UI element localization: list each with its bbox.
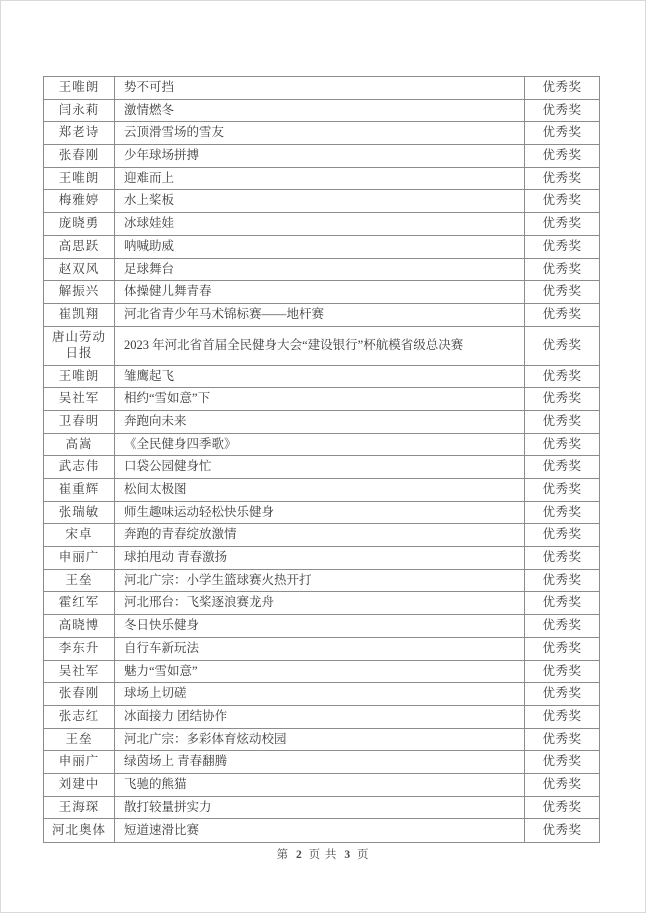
table-row bbox=[44, 366, 599, 389]
table-row bbox=[44, 168, 599, 191]
award-cell: 优秀奖 bbox=[542, 550, 582, 565]
author-cell: 梅雅婷 bbox=[44, 190, 115, 212]
award-cell: 优秀奖 bbox=[542, 306, 582, 321]
award-cell: 优秀奖 bbox=[542, 776, 582, 791]
author-cell: 崔凯翔 bbox=[44, 304, 115, 326]
footer-word-page1: 页 bbox=[308, 849, 322, 861]
author-cell: 张春刚 bbox=[44, 683, 115, 705]
award-cell: 优秀奖 bbox=[542, 504, 582, 519]
author-cell: 宋卓 bbox=[44, 524, 115, 546]
title-cell: 松间太极图 bbox=[115, 479, 525, 501]
author-cell: 吴社军 bbox=[44, 661, 115, 683]
award-cell: 优秀奖 bbox=[542, 595, 582, 610]
footer-word-total: 共 bbox=[324, 849, 338, 861]
award-cell: 优秀奖 bbox=[542, 238, 582, 253]
award-cell: 优秀奖 bbox=[542, 663, 582, 678]
award-cell: 优秀奖 bbox=[542, 193, 582, 208]
award-cell: 优秀奖 bbox=[542, 413, 582, 428]
title-cell: 迎难而上 bbox=[115, 168, 525, 190]
table-row bbox=[44, 592, 599, 615]
table-row bbox=[44, 797, 599, 820]
title-cell: 自行车新玩法 bbox=[115, 638, 525, 660]
title-cell: 2023 年河北省首届全民健身大会“建设银行”杯航模省级总决赛 bbox=[115, 327, 525, 365]
title-cell: 河北广宗：小学生篮球赛火热开打 bbox=[115, 570, 525, 592]
title-cell: 口袋公园健身忙 bbox=[115, 456, 525, 478]
title-cell: 冬日快乐健身 bbox=[115, 615, 525, 637]
award-cell: 优秀奖 bbox=[542, 102, 582, 117]
table-row bbox=[44, 327, 599, 366]
table-row bbox=[44, 77, 599, 100]
author-cell: 王唯朗 bbox=[44, 77, 115, 99]
title-cell: 云顶滑雪场的雪友 bbox=[115, 122, 525, 144]
title-cell: 冰面接力 团结协作 bbox=[115, 706, 525, 728]
author-cell: 吴社军 bbox=[44, 388, 115, 410]
award-cell: 优秀奖 bbox=[542, 799, 582, 814]
title-cell: 师生趣味运动轻松快乐健身 bbox=[115, 502, 525, 524]
author-cell: 郑老诗 bbox=[44, 122, 115, 144]
title-cell: 飞驰的熊猫 bbox=[115, 774, 525, 796]
author-cell: 闫永莉 bbox=[44, 100, 115, 122]
awards-table bbox=[43, 76, 600, 843]
award-cell: 优秀奖 bbox=[542, 261, 582, 276]
author-cell: 卫春明 bbox=[44, 411, 115, 433]
table-row bbox=[44, 281, 599, 304]
author-cell: 李东升 bbox=[44, 638, 115, 660]
table-row bbox=[44, 145, 599, 168]
title-cell: 河北省青少年马术锦标赛——地杆赛 bbox=[115, 304, 525, 326]
title-cell: 雏鹰起飞 bbox=[115, 366, 525, 388]
title-cell: 水上桨板 bbox=[115, 190, 525, 212]
table-row bbox=[44, 411, 599, 434]
award-cell: 优秀奖 bbox=[542, 170, 582, 185]
title-cell: 冰球娃娃 bbox=[115, 213, 525, 235]
author-cell: 张志红 bbox=[44, 706, 115, 728]
award-cell: 优秀奖 bbox=[542, 708, 582, 723]
author-cell: 王垒 bbox=[44, 729, 115, 751]
award-cell: 优秀奖 bbox=[542, 640, 582, 655]
table-row bbox=[44, 100, 599, 123]
table-row bbox=[44, 638, 599, 661]
table-row bbox=[44, 213, 599, 236]
title-cell: 激情燃冬 bbox=[115, 100, 525, 122]
author-cell: 王唯朗 bbox=[44, 366, 115, 388]
award-cell: 优秀奖 bbox=[542, 459, 582, 474]
table-row bbox=[44, 819, 599, 842]
table-row bbox=[44, 751, 599, 774]
author-cell: 唐山劳动日报 bbox=[44, 327, 115, 365]
author-cell: 霍红军 bbox=[44, 592, 115, 614]
footer-current-page-number: 2 bbox=[295, 849, 302, 861]
award-cell: 优秀奖 bbox=[542, 618, 582, 633]
author-cell: 高嵩 bbox=[44, 434, 115, 456]
footer-total-pages-number: 3 bbox=[344, 849, 351, 861]
award-cell: 优秀奖 bbox=[542, 368, 582, 383]
author-cell: 解振兴 bbox=[44, 281, 115, 303]
author-cell: 张瑞敏 bbox=[44, 502, 115, 524]
author-cell: 刘建中 bbox=[44, 774, 115, 796]
award-cell: 优秀奖 bbox=[542, 572, 582, 587]
title-cell: 魅力“雪如意” bbox=[115, 661, 525, 683]
page-footer bbox=[0, 846, 646, 862]
award-cell: 优秀奖 bbox=[542, 391, 582, 406]
title-cell: 球拍甩动 青春激扬 bbox=[115, 547, 525, 569]
table-row bbox=[44, 683, 599, 706]
footer-word-prefix: 第 bbox=[276, 849, 290, 861]
award-cell: 优秀奖 bbox=[542, 822, 582, 837]
award-cell: 优秀奖 bbox=[542, 686, 582, 701]
table-row bbox=[44, 456, 599, 479]
author-cell: 王海琛 bbox=[44, 797, 115, 819]
table-row bbox=[44, 661, 599, 684]
title-cell: 呐喊助威 bbox=[115, 236, 525, 258]
table-row bbox=[44, 706, 599, 729]
award-cell: 优秀奖 bbox=[542, 482, 582, 497]
title-cell: 足球舞台 bbox=[115, 259, 525, 281]
title-cell: 球场上切磋 bbox=[115, 683, 525, 705]
award-cell: 优秀奖 bbox=[542, 337, 582, 352]
author-cell: 河北奥体 bbox=[44, 819, 115, 842]
author-cell: 高晓博 bbox=[44, 615, 115, 637]
table-row bbox=[44, 570, 599, 593]
award-cell: 优秀奖 bbox=[542, 731, 582, 746]
author-cell: 武志伟 bbox=[44, 456, 115, 478]
table-row bbox=[44, 236, 599, 259]
award-cell: 优秀奖 bbox=[542, 754, 582, 769]
author-cell: 王唯朗 bbox=[44, 168, 115, 190]
award-cell: 优秀奖 bbox=[542, 527, 582, 542]
table-row bbox=[44, 729, 599, 752]
table-row bbox=[44, 122, 599, 145]
table-row bbox=[44, 304, 599, 327]
table-row bbox=[44, 479, 599, 502]
table-row bbox=[44, 388, 599, 411]
award-cell: 优秀奖 bbox=[542, 148, 582, 163]
title-cell: 奔跑向未来 bbox=[115, 411, 525, 433]
table-row bbox=[44, 774, 599, 797]
title-cell: 少年球场拼搏 bbox=[115, 145, 525, 167]
table-row bbox=[44, 524, 599, 547]
title-cell: 散打较量拼实力 bbox=[115, 797, 525, 819]
table-row bbox=[44, 190, 599, 213]
title-cell: 短道速滑比赛 bbox=[115, 819, 525, 842]
title-cell: 体操健儿舞青春 bbox=[115, 281, 525, 303]
author-cell: 张春刚 bbox=[44, 145, 115, 167]
title-cell: 奔跑的青春绽放激情 bbox=[115, 524, 525, 546]
award-cell: 优秀奖 bbox=[542, 436, 582, 451]
title-cell: 相约“雪如意”下 bbox=[115, 388, 525, 410]
award-cell: 优秀奖 bbox=[542, 80, 582, 95]
footer-word-page2: 页 bbox=[356, 849, 370, 861]
author-cell: 高思跃 bbox=[44, 236, 115, 258]
title-cell: 绿茵场上 青春翻腾 bbox=[115, 751, 525, 773]
author-cell: 王垒 bbox=[44, 570, 115, 592]
table-row bbox=[44, 434, 599, 457]
title-cell: 河北广宗：多彩体育炫动校园 bbox=[115, 729, 525, 751]
award-cell: 优秀奖 bbox=[542, 284, 582, 299]
award-cell: 优秀奖 bbox=[542, 125, 582, 140]
table-row bbox=[44, 259, 599, 282]
award-cell: 优秀奖 bbox=[542, 216, 582, 231]
author-cell: 庞晓勇 bbox=[44, 213, 115, 235]
table-row bbox=[44, 615, 599, 638]
title-cell: 《全民健身四季歌》 bbox=[115, 434, 525, 456]
table-row bbox=[44, 547, 599, 570]
author-cell: 崔重辉 bbox=[44, 479, 115, 501]
author-cell: 申丽广 bbox=[44, 547, 115, 569]
title-cell: 河北邢台：飞桨逐浪赛龙舟 bbox=[115, 592, 525, 614]
author-cell: 申丽广 bbox=[44, 751, 115, 773]
table-row bbox=[44, 502, 599, 525]
author-cell: 赵双风 bbox=[44, 259, 115, 281]
title-cell: 势不可挡 bbox=[115, 77, 525, 99]
